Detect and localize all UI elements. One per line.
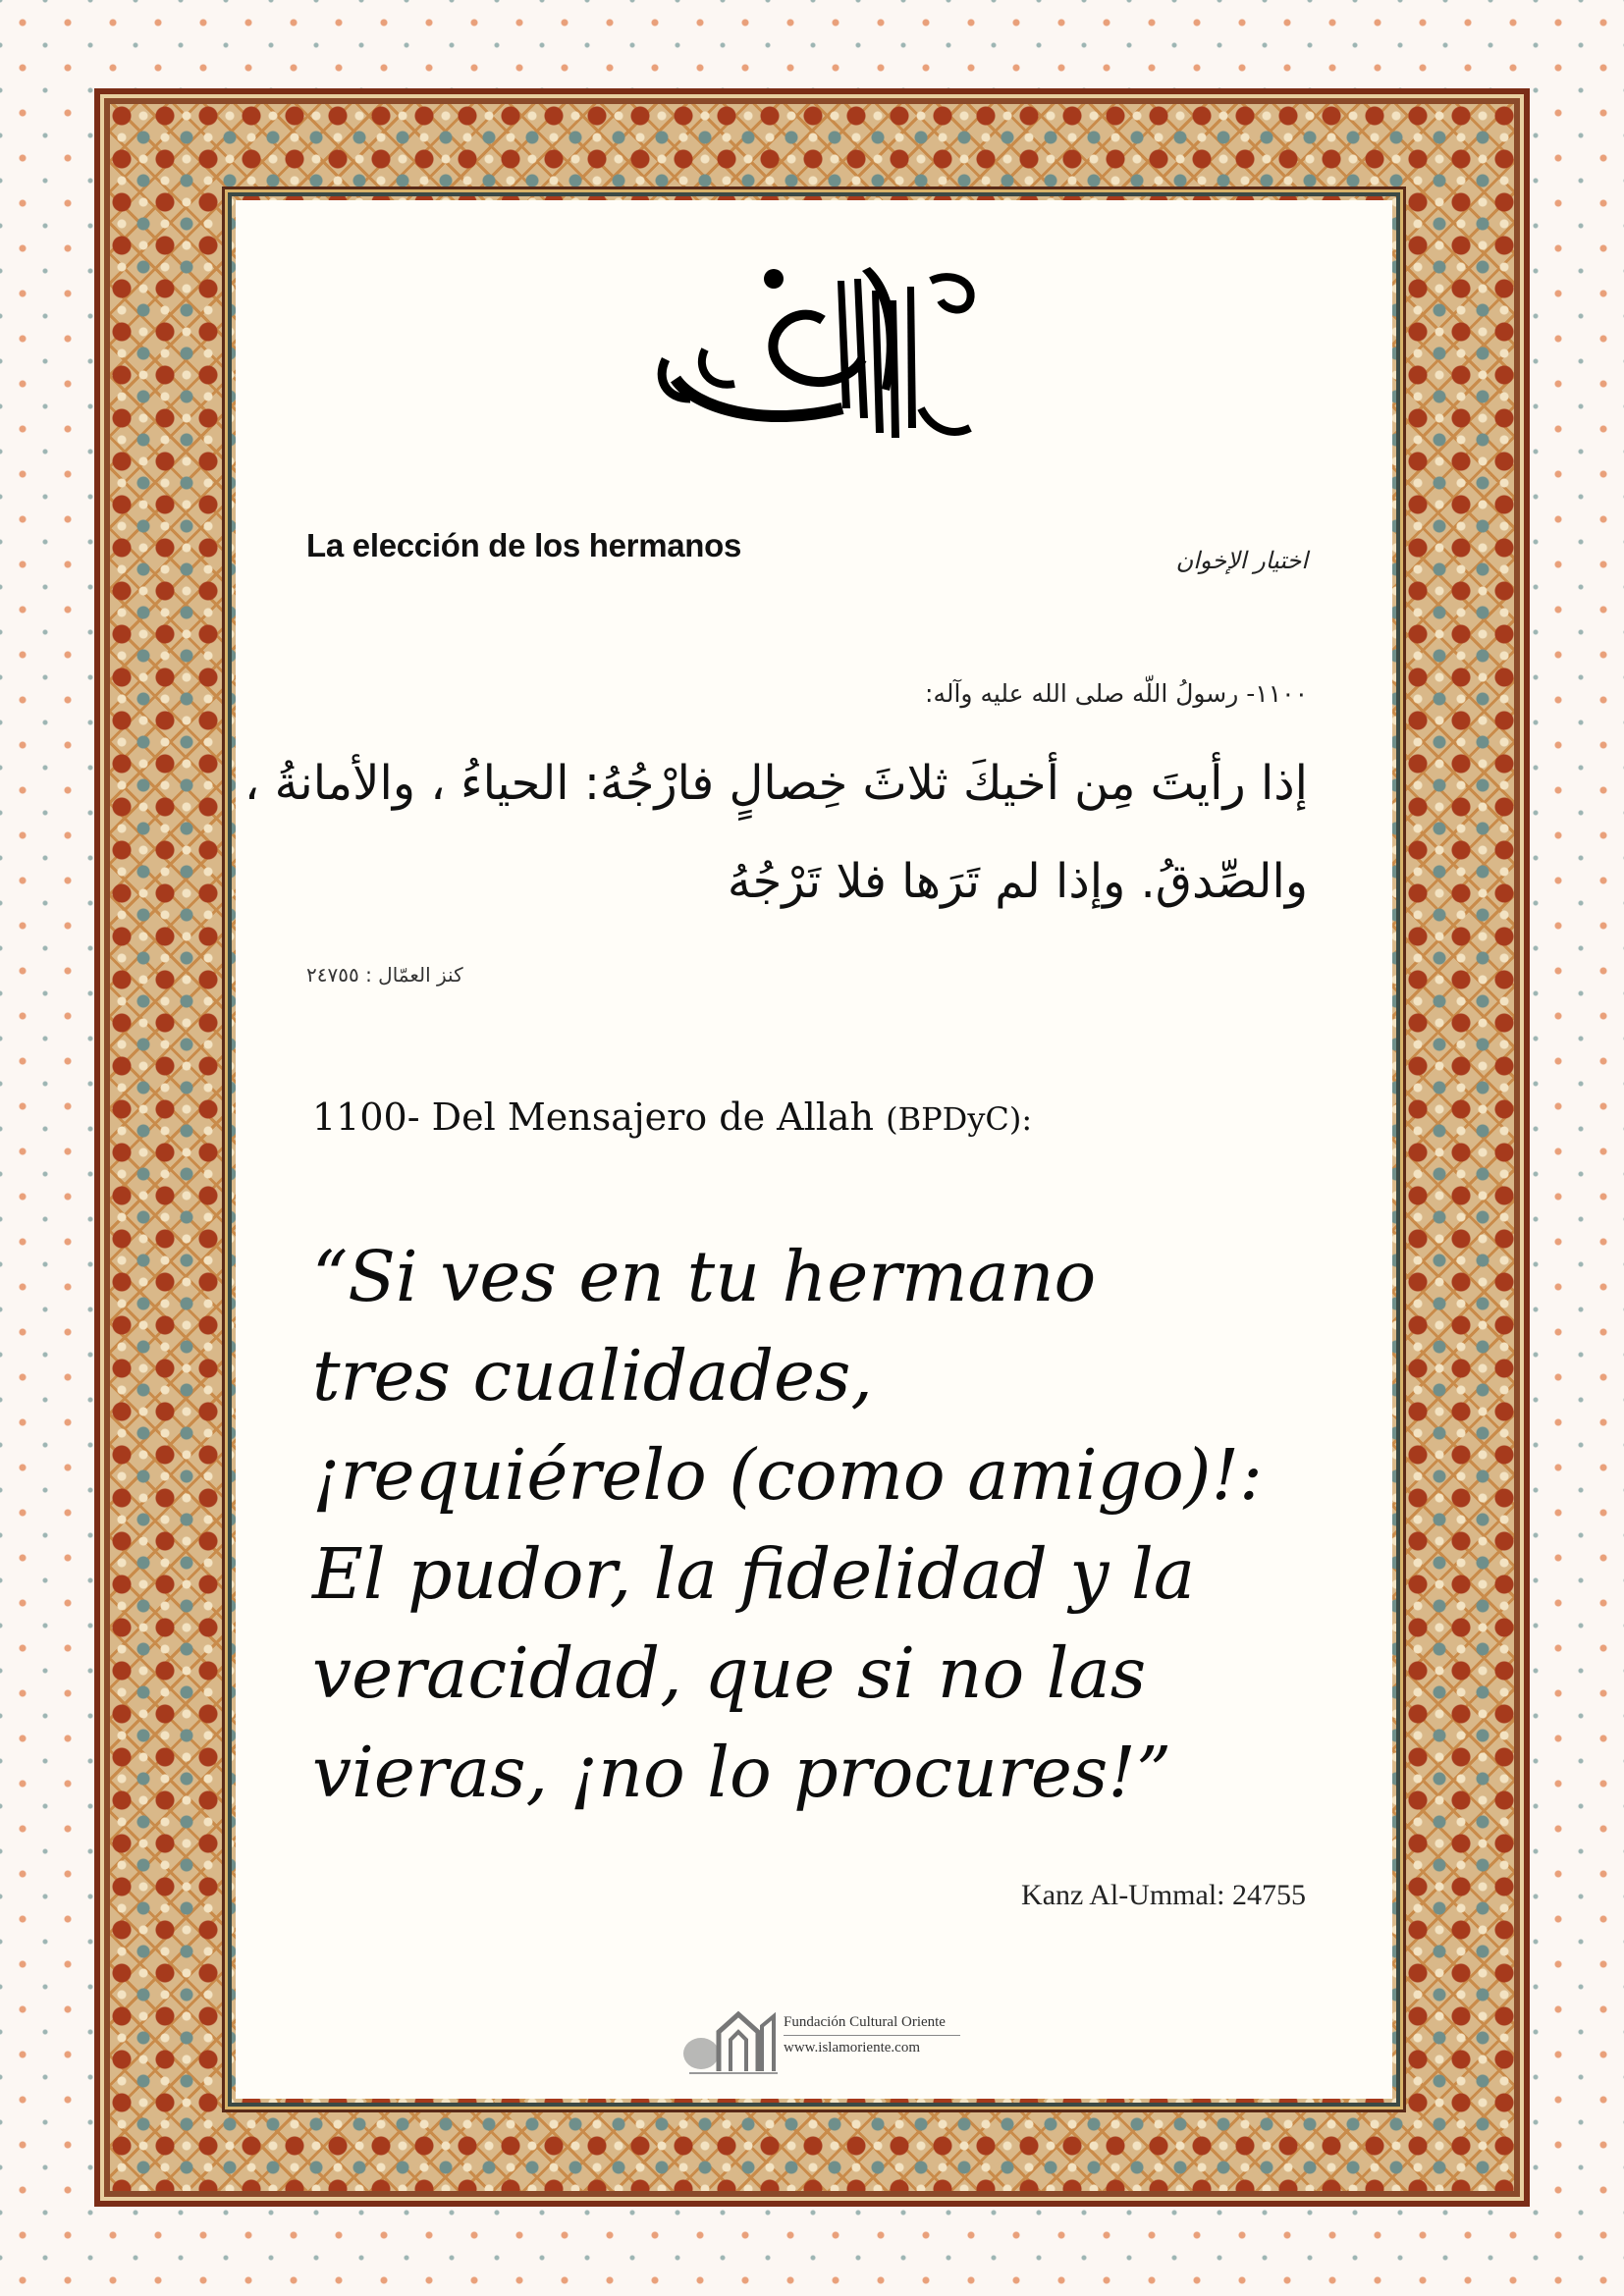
content-panel [236,200,1392,2099]
title-spanish: La elección de los hermanos [306,527,742,563]
footer-divider [784,2035,960,2036]
arabic-hadith-line-2: والصِّدقُ. وإذا لم تَرَها فلا تَرْجُهُ [727,854,1308,909]
quote-line: El pudor, la fidelidad y la [312,1533,1196,1615]
arabic-hadith-line-1: إذا رأيتَ مِن أخيكَ ثلاثَ خِصالٍ فارْجُهُ: الحياءُ ، والأمانةُ ، [244,756,1308,811]
spanish-hadith-header [312,1095,1032,1139]
arabic-source-reference: كنز العمّال : ٢٤٧٥٥ [306,963,463,987]
foundation-logo [679,2002,994,2081]
quote-line: vieras, ¡no lo procures!” [312,1732,1172,1813]
foundation-emblem-icon [679,2002,797,2081]
quote-line: tres cualidades, [312,1335,873,1416]
honorific: (BPDyC): [886,1100,1033,1138]
title-arabic: اختيار الإخوان [1175,547,1308,574]
quote-line: veracidad, que si no las [312,1632,1147,1714]
spanish-quote [312,1227,1333,1822]
foundation-name: Fundación Cultural Oriente [784,2014,946,2030]
quote-line: “Si ves en tu hermano [312,1236,1097,1317]
foundation-url: www.islamoriente.com [784,2040,920,2056]
arabic-narrator-line: ١١٠٠- رسولُ اللّه صلى الله عليه وآله: [925,679,1308,708]
quote-line: ¡requiérelo (como amigo)!: [312,1434,1263,1516]
hadith-narrator: Del Mensajero de Allah [431,1095,875,1139]
basmala-calligraphy-icon [636,261,990,448]
hadith-number: 1100- [312,1095,420,1139]
spanish-source-reference: Kanz Al-Ummal: 24755 [1021,1879,1306,1911]
